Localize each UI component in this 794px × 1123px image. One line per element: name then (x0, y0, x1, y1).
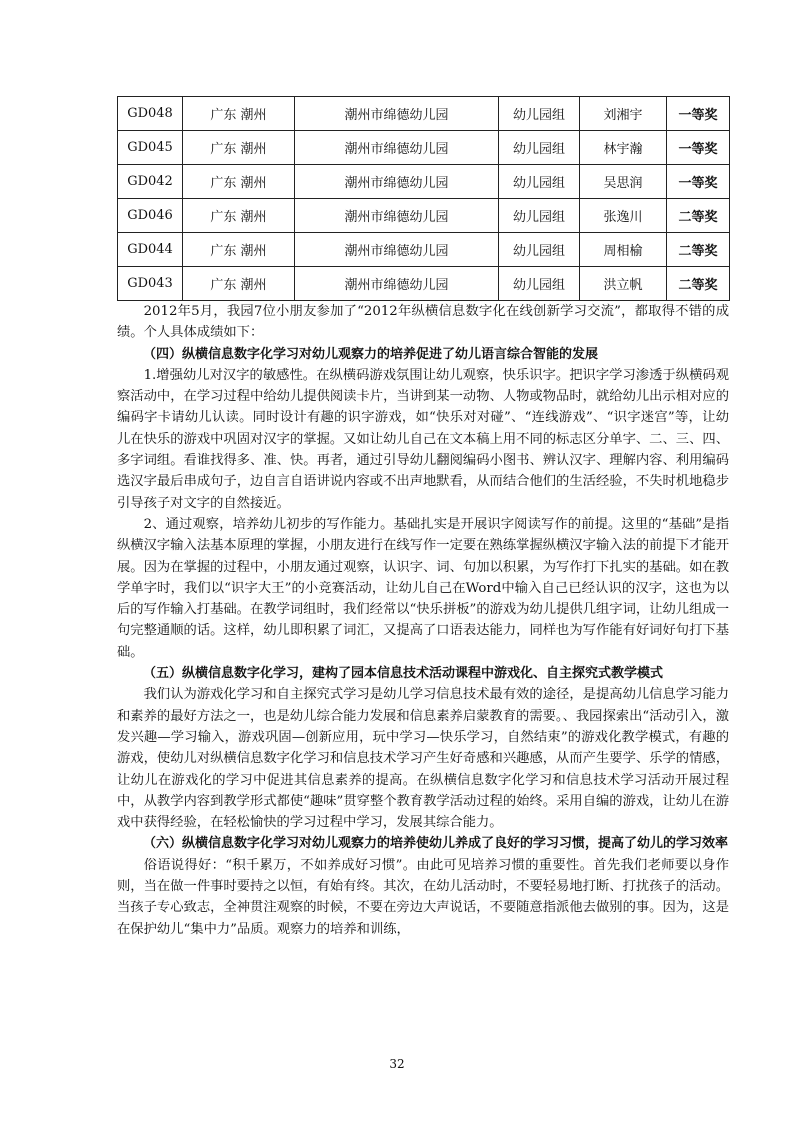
prize-cell: 一等奖 (667, 97, 730, 131)
award-table (117, 96, 730, 301)
group-cell: 幼儿园组 (499, 131, 580, 165)
prize-cell: 一等奖 (667, 165, 730, 199)
paragraph-writing: 2、通过观察，培养幼儿初步的写作能力。基础扎实是开展识字阅读写作的前提。这里的“基础”是指纵横汉字输入法基本原理的掌握，小朋友进行在线写作一定要在熟练掌握纵横汉字输入法的前提下才能开展。因为在掌握的过程中，小朋友通过观察，认识字、词、句加以积累，为写作打下扎实的基础。如在教学单字时，我们以“识字大王”的小竞赛活动，让幼儿自己在Word中输入自己已经认识的汉字，这也为以后的写作输入打基础。在教学词组时，我们经常以“快乐拼板”的游戏为幼儿提供几组字词，让幼儿组成一句完整通顺的话。这样，幼儿即积累了词汇，又提高了口语表达能力，同样也为写作能有好词好句打下基础。 (117, 516, 729, 660)
school-cell: 潮州市绵德幼儿园 (295, 97, 499, 131)
entry-id-cell: GD046 (118, 199, 183, 233)
prize-cell: 二等奖 (667, 199, 730, 233)
table-row (118, 199, 730, 233)
school-cell: 潮州市绵德幼儿园 (295, 233, 499, 267)
student-name-cell: 张逸川 (580, 199, 667, 233)
entry-id-cell: GD043 (118, 267, 183, 301)
region-cell: 广东 潮州 (183, 165, 295, 199)
region-cell: 广东 潮州 (183, 131, 295, 165)
student-name-cell: 刘湘宇 (580, 97, 667, 131)
group-cell: 幼儿园组 (499, 97, 580, 131)
entry-id-cell: GD045 (118, 131, 183, 165)
prize-cell: 一等奖 (667, 131, 730, 165)
body-text (117, 301, 729, 940)
page-number: 32 (389, 1057, 405, 1071)
group-cell: 幼儿园组 (499, 233, 580, 267)
award-table-body (118, 97, 730, 301)
table-row (118, 267, 730, 301)
student-name-cell: 林宇瀚 (580, 131, 667, 165)
school-cell: 潮州市绵德幼儿园 (295, 199, 499, 233)
table-row (118, 131, 730, 165)
region-cell: 广东 潮州 (183, 233, 295, 267)
table-row (118, 97, 730, 131)
entry-id-cell: GD042 (118, 165, 183, 199)
paragraph-habits: 俗语说得好：“积千累万，不如养成好习惯”。由此可见培养习惯的重要性。首先我们老师要以身作则，当在做一件事时要持之以恒，有始有终。其次，在幼儿活动时，不要轻易地打断、打扰孩子的活动。当孩子专心致志，全神贯注观察的时候，不要在旁边大声说话，不要随意指派他去做别的事。因为，这是在保护幼儿“集中力”品质。观察力的培养和训练， (117, 857, 729, 937)
prize-cell: 二等奖 (667, 233, 730, 267)
intro-paragraph: 2012年5月，我园7位小朋友参加了“2012年纵横信息数字化在线创新学习交流”，都取得不错的成绩。个人具体成绩如下： (117, 304, 729, 341)
section-heading-4: （四）纵横信息数字化学习对幼儿观察力的培养促进了幼儿语言综合智能的发展 (143, 346, 599, 362)
table-row (118, 233, 730, 267)
section-heading-6: （六）纵横信息数字化学习对幼儿观察力的培养使幼儿养成了良好的学习习惯，提高了幼儿的学习效率 (143, 836, 729, 852)
section-heading-5: （五）纵横信息数字化学习，建构了园本信息技术活动课程中游戏化、自主探究式教学模式 (143, 666, 664, 682)
region-cell: 广东 潮州 (183, 97, 295, 131)
paragraph-literacy: 1.增强幼儿对汉字的敏感性。在纵横码游戏氛围让幼儿观察，快乐识字。把识字学习渗透于纵横码观察活动中，在学习过程中给幼儿提供阅读卡片，当讲到某一动物、人物或物品时，就给幼儿出示相对应的编码字卡请幼儿认读。同时设计有趣的识字游戏，如“快乐对对碰”、“连线游戏”、“识字迷宫”等，让幼儿在快乐的游戏中巩固对汉字的掌握。又如让幼儿自己在文本稿上用不同的标志区分单字、二、三、四、多字词组。看谁找得多、准、快。再者，通过引导幼儿翻阅编码小图书、辨认汉字、理解内容、利用编码选汉字最后串成句子，边自言自语讲说内容或不出声地默看，从而结合他们的生活经验，不失时机地稳步引导孩子对文字的自然接近。 (117, 367, 729, 511)
school-cell: 潮州市绵德幼儿园 (295, 131, 499, 165)
group-cell: 幼儿园组 (499, 199, 580, 233)
region-cell: 广东 潮州 (183, 267, 295, 301)
table-row (118, 165, 730, 199)
student-name-cell: 周相榆 (580, 233, 667, 267)
student-name-cell: 洪立帆 (580, 267, 667, 301)
student-name-cell: 吴思润 (580, 165, 667, 199)
entry-id-cell: GD044 (118, 233, 183, 267)
entry-id-cell: GD048 (118, 97, 183, 131)
school-cell: 潮州市绵德幼儿园 (295, 267, 499, 301)
school-cell: 潮州市绵德幼儿园 (295, 165, 499, 199)
prize-cell: 二等奖 (667, 267, 730, 301)
paragraph-game-mode: 我们认为游戏化学习和自主探究式学习是幼儿学习信息技术最有效的途径，是提高幼儿信息学习能力和素养的最好方法之一，也是幼儿综合能力发展和信息素养启蒙教育的需要。、我园探索出“活动引入，激发兴趣—学习输入，游戏巩固—创新应用，玩中学习—快乐学习，自然结束”的游戏化教学模式，有趣的游戏，使幼儿对纵横信息数字化学习和信息技术学习产生好奇感和兴趣感，从而产生要学、乐学的情感，让幼儿在游戏化的学习中促进其信息素养的提高。在纵横信息数字化学习和信息技术学习活动开展过程中，从教学内容到教学形式都使“趣味”贯穿整个教育教学活动过程的始终。采用自编的游戏，让幼儿在游戏中获得经验，在轻松愉快的学习过程中学习，发展其综合能力。 (117, 687, 729, 831)
group-cell: 幼儿园组 (499, 165, 580, 199)
region-cell: 广东 潮州 (183, 199, 295, 233)
group-cell: 幼儿园组 (499, 267, 580, 301)
